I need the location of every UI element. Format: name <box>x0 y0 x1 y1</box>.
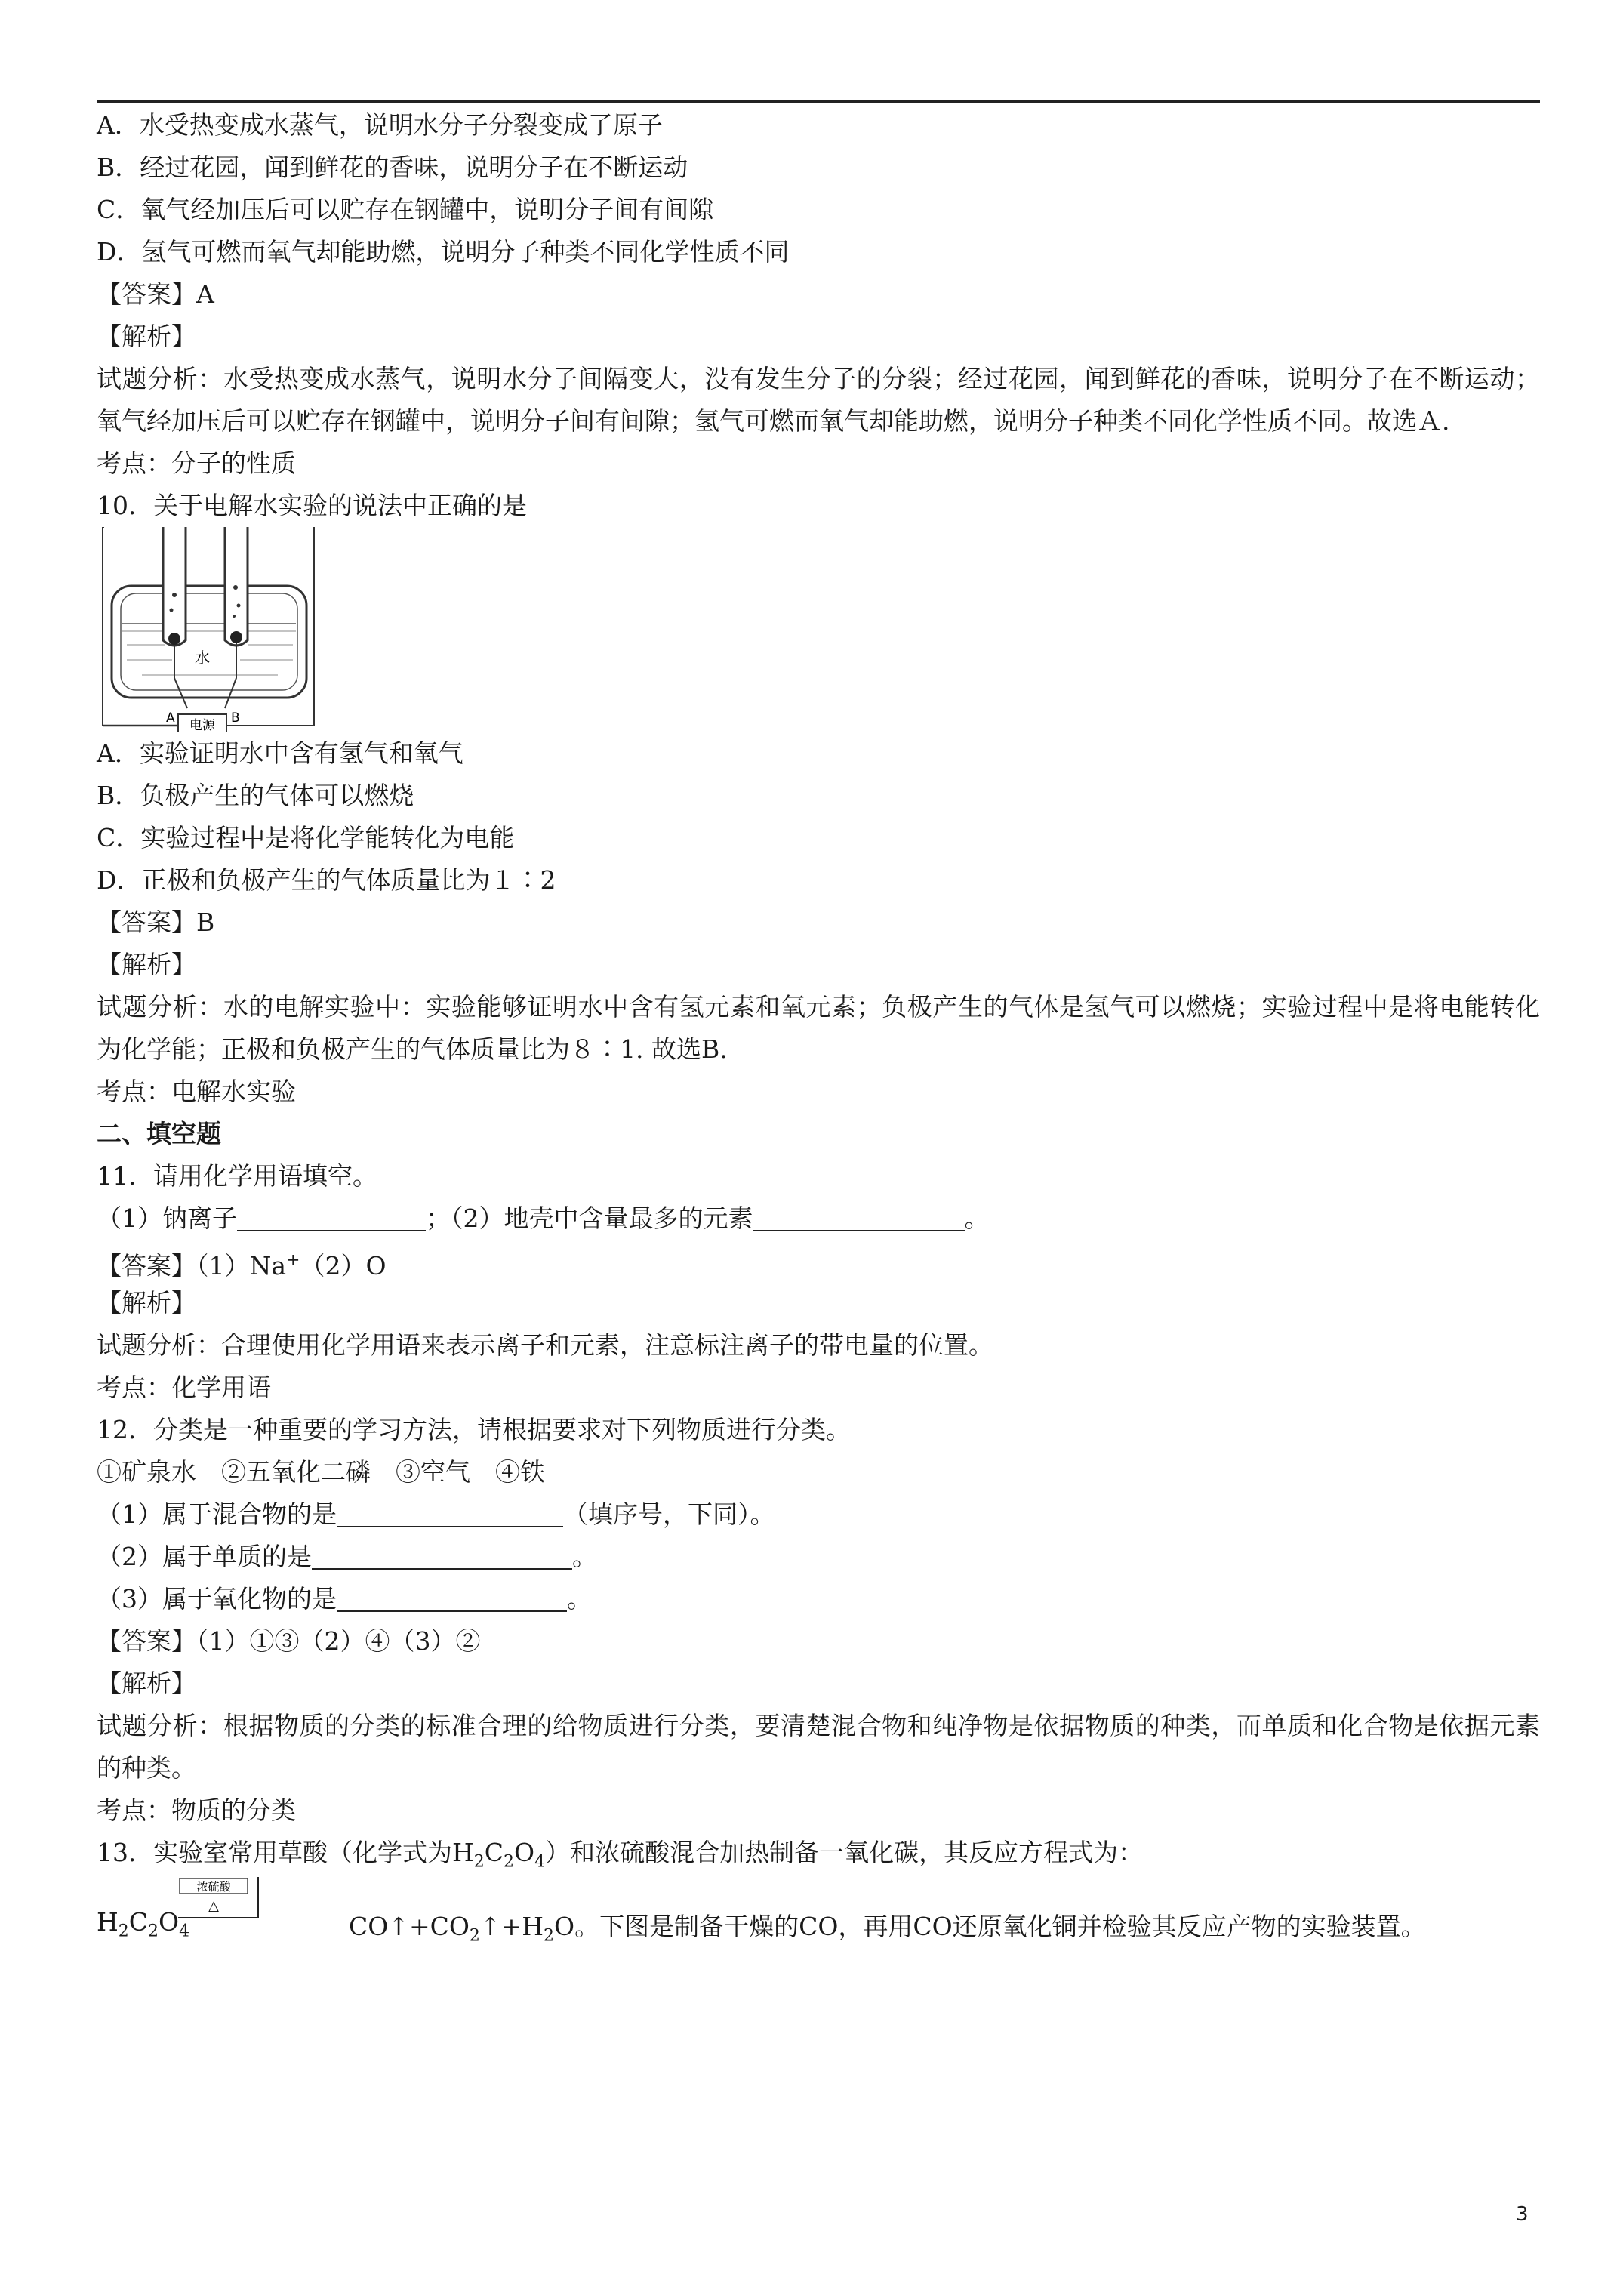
q9-option-d: D．氢气可燃而氧气却能助燃，说明分子种类不同化学性质不同 <box>97 237 790 267</box>
q13-products-a: CO↑+CO <box>349 1912 470 1941</box>
q9-option-b: B．经过花园，闻到鲜花的香味，说明分子在不断运动 <box>97 153 688 182</box>
page-content <box>97 104 1540 1946</box>
q9-option-c: C．氧气经加压后可以贮存在钢罐中，说明分子间有间隙 <box>97 195 714 224</box>
q12-stem: 12．分类是一种重要的学习方法，请根据要求对下列物质进行分类。 <box>97 1415 851 1444</box>
q13-products <box>349 1907 1426 1946</box>
q13-reactant-c: C <box>128 1907 149 1937</box>
q10-option-a: A．实验证明水中含有氢气和氧气 <box>97 738 463 768</box>
q12-sub2 <box>97 1536 1540 1578</box>
q12-answer-text: （1）①③（2）④（3）② <box>196 1626 481 1656</box>
q13-sub: 2 <box>118 1922 129 1941</box>
q12-answer <box>97 1620 1540 1663</box>
q11-answer-b: （2）O <box>300 1251 387 1281</box>
section-heading: 二、填空题 <box>97 1119 221 1148</box>
page-number: 3 <box>1516 2203 1529 2226</box>
q12-items: ①矿泉水 ②五氧化二磷 ③空气 ④铁 <box>97 1457 545 1487</box>
electrode-a-label: A <box>166 710 175 726</box>
q12-sub3 <box>97 1578 1540 1620</box>
q11-blank-1 <box>237 1201 426 1231</box>
q9-analysis: 试题分析：水受热变成水蒸气，说明水分子间隔变大，没有发生分子的分裂；经过花园，闻到鲜花的香味，说明分子在不断运动；氧气经加压后可以贮存在钢罐中，说明分子间有间隙；氢气可燃而氧气却能助燃，说明分子种类不同化学性质不同。故选Ａ. <box>97 364 1540 436</box>
q13-reactant-o: O <box>159 1907 180 1937</box>
q13-sub: 2 <box>544 1926 555 1946</box>
q13-sub: 2 <box>148 1922 159 1941</box>
reaction-condition-arrow <box>178 1877 334 1934</box>
q11-sep: ；（2）地壳中含量最多的元素 <box>426 1203 753 1233</box>
q9-option-a: A．水受热变成水蒸气，说明水分子分裂变成了原子 <box>97 110 663 140</box>
q13-products-b: ↑+H <box>479 1912 544 1941</box>
q10-stem: 10．关于电解水实验的说法中正确的是 <box>97 491 527 520</box>
q9-answer: 【答案】A <box>97 279 214 309</box>
q13-reactant: $H_2C_2O_4$ <box>97 1907 190 1941</box>
q13-equation <box>97 1874 1540 1946</box>
water-label: 水 <box>195 649 210 667</box>
q12-analysis: 试题分析：根据物质的分类的标准合理的给物质进行分类，要清楚混合物和纯净物是依据物质的种类，而单质和化合物是依据元素的种类。 <box>97 1711 1540 1783</box>
condition-bottom-label: △ <box>208 1898 219 1914</box>
q11-blanks-line <box>97 1197 1540 1240</box>
q11-point: 考点：化学用语 <box>97 1373 271 1402</box>
power-label: 电源 <box>189 718 215 732</box>
q11-blank-2 <box>753 1201 965 1231</box>
q11-analysis: 试题分析：合理使用化学用语来表示离子和元素，注意标注离子的带电量的位置。 <box>97 1330 993 1360</box>
q11-answer-sup: + <box>286 1251 300 1270</box>
q13-stem-a: 13．实验室常用草酸（化学式为H <box>97 1838 474 1867</box>
q12-blank-1 <box>337 1497 563 1527</box>
q12-sub1-label: （1）属于混合物的是 <box>97 1499 337 1529</box>
header-rule <box>97 100 1540 103</box>
q10-analysis-title: 【解析】 <box>97 950 196 979</box>
q9-analysis-title: 【解析】 <box>97 322 196 351</box>
q12-sub1-tail: （填序号，下同）。 <box>563 1499 775 1529</box>
q13-stem-d: ）和浓硫酸混合加热制备一氧化碳，其反应方程式为： <box>545 1838 1144 1867</box>
electrolysis-apparatus-figure <box>97 527 316 732</box>
q10-analysis: 试题分析：水的电解实验中：实验能够证明水中含有氢元素和氧元素；负极产生的气体是氢气可以燃烧；实验过程中是将电能转化为化学能；正极和负极产生的气体质量比为８∶1. 故选B. <box>97 992 1540 1064</box>
q12-sub3-tail: 。 <box>567 1584 592 1613</box>
q12-sub2-label: （2）属于单质的是 <box>97 1542 312 1571</box>
q13-products-c: O。下图是制备干燥的CO，再用CO还原氧化铜并检验其反应产物的实验装置。 <box>554 1912 1426 1941</box>
q13-sub: 4 <box>179 1922 190 1941</box>
q13-sub: 2 <box>504 1852 515 1872</box>
q11-stem: 11．请用化学用语填空。 <box>97 1161 377 1191</box>
condition-top-label: 浓硫酸 <box>196 1880 231 1894</box>
q13-sub: 2 <box>473 1852 485 1872</box>
q13-stem <box>97 1832 1540 1874</box>
q10-point: 考点：电解水实验 <box>97 1077 296 1106</box>
q13-sub: 4 <box>534 1852 546 1872</box>
q10-option-d: D．正极和负极产生的气体质量比为１∶2 <box>97 865 556 895</box>
q11-answer <box>97 1240 1540 1282</box>
q12-point: 考点：物质的分类 <box>97 1795 296 1825</box>
q11-answer-a: （1）Na <box>196 1251 287 1281</box>
q11-end: 。 <box>964 1203 990 1233</box>
q12-answer-prefix: 【答案】 <box>97 1626 196 1656</box>
q13-sub: 2 <box>469 1926 480 1946</box>
q12-sub3-label: （3）属于氧化物的是 <box>97 1584 337 1613</box>
q12-sub1 <box>97 1493 1540 1536</box>
q13-stem-c: O <box>514 1838 535 1867</box>
q12-blank-2 <box>312 1539 572 1570</box>
electrode-b-label: B <box>231 710 240 726</box>
q10-option-b: B．负极产生的气体可以燃烧 <box>97 781 414 810</box>
q10-option-c: C．实验过程中是将化学能转化为电能 <box>97 823 515 852</box>
q11-answer-prefix: 【答案】 <box>97 1251 196 1281</box>
q12-sub2-tail: 。 <box>572 1542 597 1571</box>
q11-part1: （1）钠离子 <box>97 1203 237 1233</box>
q12-analysis-title: 【解析】 <box>97 1669 196 1698</box>
q12-blank-3 <box>337 1582 567 1612</box>
q11-analysis-title: 【解析】 <box>97 1288 196 1318</box>
q10-answer: 【答案】B <box>97 908 215 937</box>
q13-stem-b: C <box>484 1838 504 1867</box>
q9-point: 考点：分子的性质 <box>97 448 296 478</box>
